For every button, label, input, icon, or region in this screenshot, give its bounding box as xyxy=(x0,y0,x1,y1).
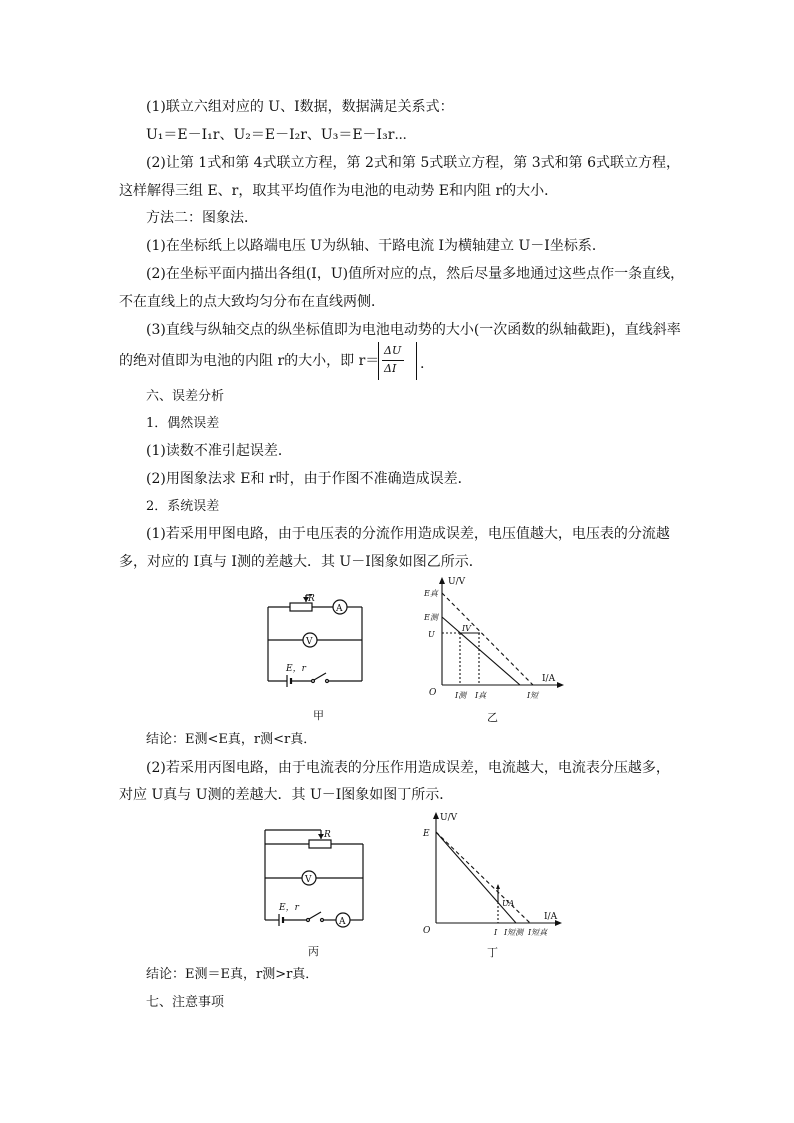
section7-heading: 七、注意事项 xyxy=(146,995,225,1010)
conclusion-1: 结论：E测<E真，r测<r真． xyxy=(146,732,317,747)
u-label: U xyxy=(428,630,435,639)
random-error-1: (1)读数不准引起误差． xyxy=(146,443,292,459)
method2-step3-cont: 的绝对值即为电池的内阻 r的大小，即 r＝ xyxy=(119,353,380,369)
system-error-heading: 2．系统误差 xyxy=(146,499,220,514)
circuit-diagram-jia xyxy=(260,585,375,690)
circuit-diagram-bing xyxy=(257,822,372,932)
i-short-label: I短 xyxy=(527,691,539,700)
ui-graph-ding xyxy=(418,808,568,943)
i-meas-label: I测 xyxy=(455,691,467,700)
x-axis-label: I/A xyxy=(542,674,556,684)
abs-fraction xyxy=(378,342,416,380)
battery-label-2: E，r xyxy=(279,903,299,913)
method1-step2: (2)让第 1式和第 4式联立方程，第 2式和第 5式联立方程，第 3式和第 6式联立方程， xyxy=(146,155,680,171)
random-error-2: (2)用图象法求 E和 r时，由于作图不准确造成误差． xyxy=(146,471,472,487)
caption-ding: 丁 xyxy=(487,946,498,959)
voltmeter-icon-2: V xyxy=(305,875,312,885)
system-error-2: (2)若采用丙图电路，由于电流表的分压作用造成误差，电流越大，电流表分压越多， xyxy=(146,760,670,776)
ammeter-icon-2: A xyxy=(339,917,346,927)
ammeter-icon: A xyxy=(336,604,343,614)
caption-jia: 甲 xyxy=(313,709,324,722)
e-true-label: E真 xyxy=(424,589,438,598)
voltmeter-icon: V xyxy=(306,637,313,647)
ui-graph-yi xyxy=(420,573,570,708)
caption-yi: 乙 xyxy=(487,711,498,724)
conclusion-2: 结论：E测＝E真，r测>r真． xyxy=(146,967,319,982)
origin-label-2: O xyxy=(423,926,431,936)
method2-title: 方法二：图象法． xyxy=(146,210,258,226)
system-error-2-cont: 对应 U真与 U测的差越大．其 U－I图象如图丁所示． xyxy=(119,787,454,803)
method2-step3: (3)直线与纵轴交点的纵坐标值即为电池电动势的大小(一次函数的纵轴截距)，直线斜率 xyxy=(146,322,681,338)
resistor-label-2: R xyxy=(324,830,331,840)
method1-step2-cont: 这样解得三组 E、r，取其平均值作为电池的电动势 E和内阻 r的大小． xyxy=(119,183,559,199)
section6-heading: 六、误差分析 xyxy=(146,389,225,404)
system-error-1: (1)若采用甲图电路，由于电压表的分流作用造成误差，电压值越大，电压表的分流越 xyxy=(146,526,670,542)
caption-bing: 丙 xyxy=(308,945,319,958)
method2-step2: (2)在坐标平面内描出各组(I，U)值所对应的点，然后尽量多地通过这些点作一条直线， xyxy=(146,266,685,282)
fraction-denominator: ΔI xyxy=(384,362,397,375)
method2-step2-cont: 不在直线上的点大致均匀分布在直线两侧． xyxy=(119,294,385,310)
fraction-period: . xyxy=(420,356,425,372)
system-error-1-cont: 多，对应的 I真与 I测的差越大．其 U－I图象如图乙所示． xyxy=(119,554,483,570)
battery-label: E，r xyxy=(286,664,306,674)
i-short-true-label: I短真 xyxy=(528,928,548,937)
i-true-label: I真 xyxy=(475,691,487,700)
y-axis-label: U/V xyxy=(448,577,466,587)
random-error-heading: 1．偶然误差 xyxy=(146,416,220,431)
ua-label: UA xyxy=(502,899,515,908)
resistor-label: R xyxy=(308,594,315,604)
iv-label: IV xyxy=(462,624,471,633)
i-short-meas-label: I短测 xyxy=(504,928,524,937)
fraction-numerator: ΔU xyxy=(384,344,402,357)
y-axis-label-2: U/V xyxy=(440,813,458,823)
method1-step1: (1)联立六组对应的 U、I数据，数据满足关系式： xyxy=(146,99,454,115)
x-axis-label-2: I/A xyxy=(544,912,558,922)
origin-label: O xyxy=(429,688,437,698)
e-label: E xyxy=(423,829,430,839)
e-meas-label: E测 xyxy=(424,613,438,622)
equations-line: U₁＝E－I₁r、U₂＝E－I₂r、U₃＝E－I₃r⋯ xyxy=(146,127,407,143)
i-label: I xyxy=(494,928,498,937)
method2-step1: (1)在坐标纸上以路端电压 U为纵轴、干路电流 I为横轴建立 U－I坐标系． xyxy=(146,238,606,254)
